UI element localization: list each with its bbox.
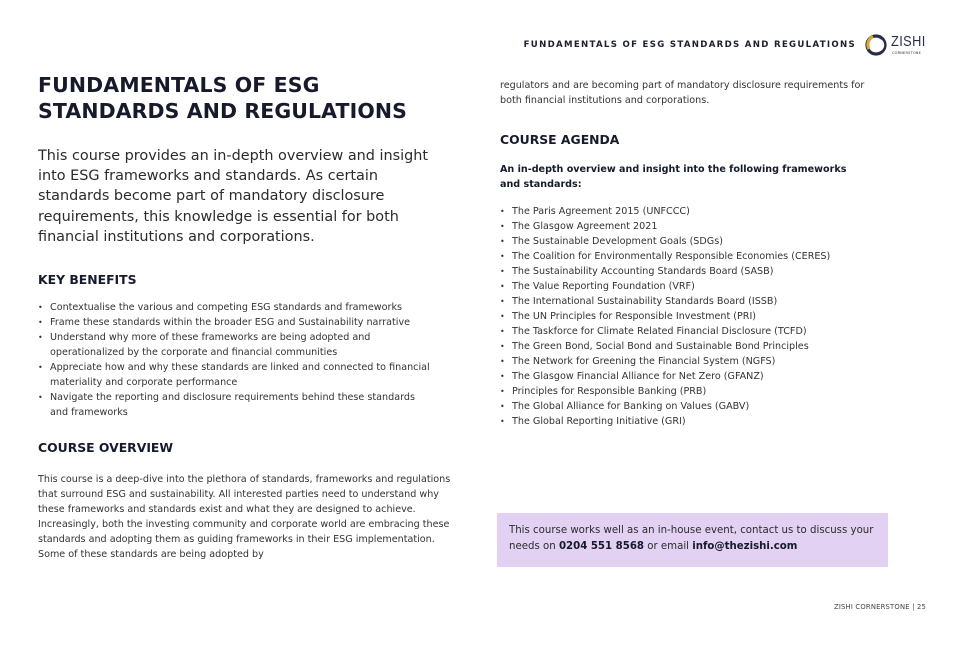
list-item: • The Sustainability Accounting Standards Board (SASB)	[500, 264, 870, 279]
list-item: • The International Sustainability Standards Board (ISSB)	[500, 294, 870, 309]
list-item: • The Coalition for Environmentally Responsible Economies (CERES)	[500, 249, 870, 264]
course-agenda-list	[500, 204, 870, 429]
list-item: • The Network for Greening the Financial System (NGFS)	[500, 354, 870, 369]
page-footer: ZISHI CORNERSTONE | 25	[833, 603, 926, 611]
list-item: • The Global Alliance for Banking on Values (GABV)	[500, 399, 870, 414]
zishi-logo	[865, 33, 929, 61]
left-column	[38, 72, 453, 562]
contact-text: This course works well as an in-house event, contact us to discuss your needs on	[509, 525, 874, 552]
course-overview-continued: regulators and are becoming part of mandatory disclosure requirements for both financial institutions and corporations.	[500, 80, 865, 106]
list-item: • Frame these standards within the broader ESG and Sustainability narrative	[38, 315, 430, 330]
swirl-logo-icon	[865, 33, 887, 57]
list-item: • Principles for Responsible Banking (PRB)	[500, 384, 870, 399]
page-title: FUNDAMENTALS OF ESG STANDARDS AND REGULATIONS	[38, 73, 407, 123]
list-item: • Understand why more of these frameworks are being adopted and operationalized by the corporate and financial communities	[38, 330, 430, 360]
key-benefits-heading: KEY BENEFITS	[38, 272, 137, 288]
list-item: • Contextualise the various and competing ESG standards and frameworks	[38, 300, 430, 315]
contact-text-middle: or email	[644, 540, 693, 552]
list-item: • The Sustainable Development Goals (SDGs)	[500, 234, 870, 249]
list-item: • Navigate the reporting and disclosure requirements behind these standards and frameworks	[38, 390, 430, 420]
key-benefits-list	[38, 300, 453, 420]
list-item: • The Global Reporting Initiative (GRI)	[500, 414, 870, 429]
contact-email-link[interactable]: info@thezishi.com	[692, 540, 798, 552]
logo-wordmark: ZISHI	[891, 33, 926, 50]
list-item: • The Paris Agreement 2015 (UNFCCC)	[500, 204, 870, 219]
course-agenda-subheading: An in-depth overview and insight into the following frameworks and standards:	[500, 164, 847, 190]
course-agenda-heading: COURSE AGENDA	[500, 132, 620, 147]
course-overview-heading: COURSE OVERVIEW	[38, 440, 174, 456]
contact-callout	[497, 513, 888, 567]
list-item: • The Glasgow Financial Alliance for Net Zero (GFANZ)	[500, 369, 870, 384]
logo-subtitle: CORNERSTONE	[892, 51, 922, 55]
intro-paragraph: This course provides an in-depth overview and insight into ESG frameworks and standards. As certain standards become part of mandatory disclosure requirements, this knowledge is essential for both financial institutions and corporations.	[38, 148, 429, 245]
course-overview-text: This course is a deep-dive into the plethora of standards, frameworks and regulations that surround ESG and sustainability. All interested parties need to understand why these frameworks and standards exist and what they are designed to achieve. Increasingly, both the investing community and corporate world are embracing these standards and adopting them as guiding frameworks in their ESG implementation. Some of these standards are being adopted by	[38, 474, 451, 561]
list-item: • The UN Principles for Responsible Investment (PRI)	[500, 309, 870, 324]
running-header-title: FUNDAMENTALS OF ESG STANDARDS AND REGULATIONS	[523, 40, 856, 50]
right-column	[500, 78, 870, 429]
list-item: • The Value Reporting Foundation (VRF)	[500, 279, 870, 294]
list-item: • Appreciate how and why these standards are linked and connected to financial materiality and corporate performance	[38, 360, 430, 390]
contact-phone[interactable]: 0204 551 8568	[558, 540, 645, 552]
list-item: • The Taskforce for Climate Related Financial Disclosure (TCFD)	[500, 324, 870, 339]
list-item: • The Green Bond, Social Bond and Sustainable Bond Principles	[500, 339, 870, 354]
list-item: • The Glasgow Agreement 2021	[500, 219, 870, 234]
